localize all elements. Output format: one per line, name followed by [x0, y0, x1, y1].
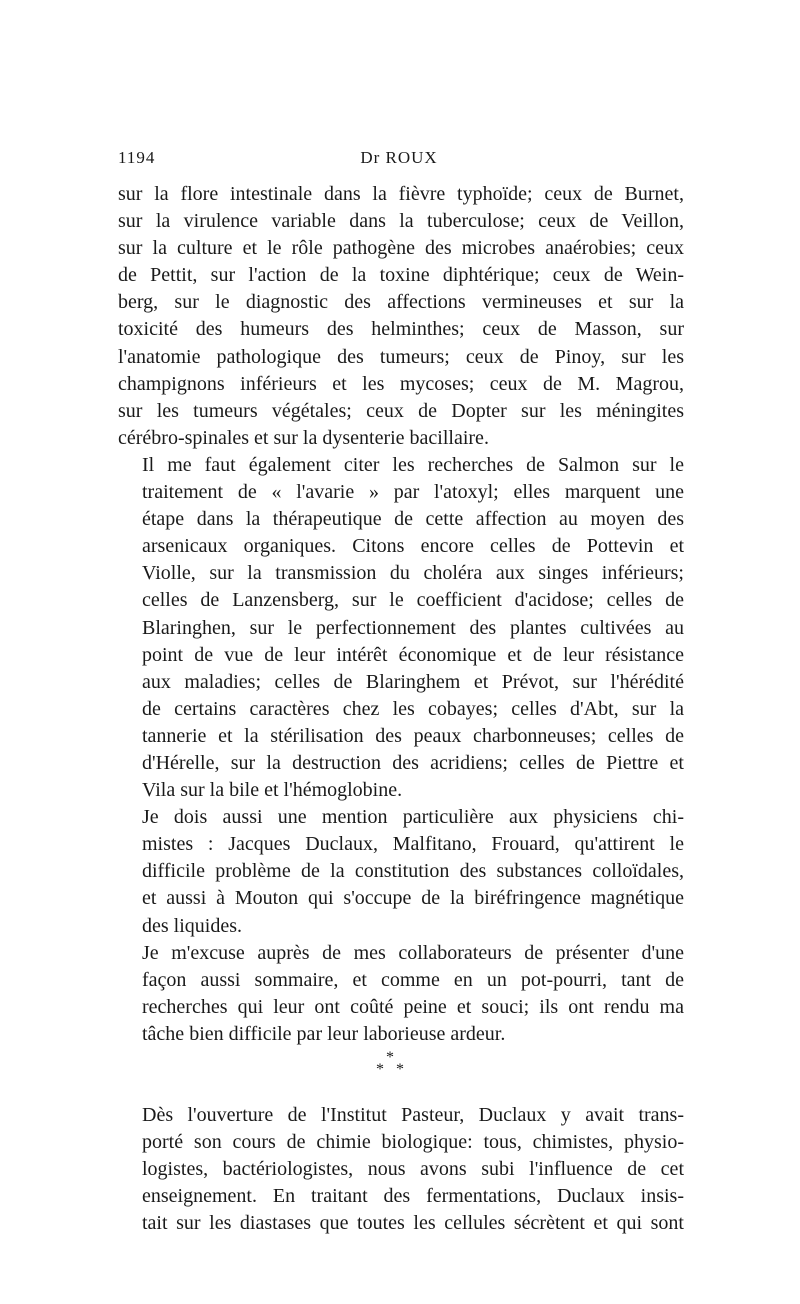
paragraph-continued-list — [118, 181, 684, 452]
text-line: Blaringhen, sur le perfectionnement des plantes cultivées au — [142, 616, 684, 639]
text-line: difficile problème de la constitution des substances colloïdales, — [142, 860, 684, 883]
text-line: d'Hérelle, sur la destruction des acridiens; celles de Piettre et — [142, 751, 684, 774]
text-line: de Pettit, sur l'action de la toxine diphtérique; ceux de Wein- — [118, 264, 684, 287]
text-line: façon aussi sommaire, et comme en un pot-pourri, tant de — [142, 968, 684, 991]
running-head — [118, 148, 680, 170]
paragraph-duclaux — [118, 1102, 684, 1237]
running-title: Dr ROUX — [360, 148, 438, 167]
text-line: porté son cours de chimie biologique: tous, chimistes, physio- — [142, 1131, 684, 1154]
text-line: étape dans la thérapeutique de cette affection au moyen des — [142, 508, 684, 531]
page-number: 1194 — [118, 148, 156, 167]
text-line: tait sur les diastases que toutes les cellules sécrètent et qui sont — [142, 1212, 684, 1235]
text-line: tannerie et la stérilisation des peaux charbonneuses; celles de — [142, 724, 684, 747]
section-break-asterism — [118, 1048, 684, 1102]
text-line: recherches qui leur ont coûté peine et souci; ils ont rendu ma — [142, 995, 684, 1018]
text-line: mistes : Jacques Duclaux, Malfitano, Frouard, qu'attirent le — [142, 833, 684, 856]
text-line: sur les tumeurs végétales; ceux de Dopter sur les méningites — [118, 399, 684, 422]
text-line: de certains caractères chez les cobayes; celles d'Abt, sur la — [142, 697, 684, 720]
text-line: Il me faut également citer les recherches de Salmon sur le — [142, 453, 684, 476]
text-line: Dès l'ouverture de l'Institut Pasteur, Duclaux y avait trans- — [142, 1104, 684, 1126]
paragraph-salmon — [118, 452, 684, 804]
text-line: Je m'excuse auprès de mes collaborateurs de présenter d'une — [142, 941, 684, 964]
asterism-bottom: * * — [376, 1061, 408, 1078]
text-line: l'anatomie pathologique des tumeurs; ceux de Pinoy, sur les — [118, 345, 684, 368]
asterism-top: * — [386, 1049, 398, 1066]
text-line: Violle, sur la transmission du choléra aux singes inférieurs; — [142, 562, 684, 585]
body-text — [118, 181, 684, 1237]
text-line: aux maladies; celles de Blaringhem et Prévot, sur l'hérédité — [142, 670, 684, 693]
text-line: traitement de « l'avarie » par l'atoxyl; elles marquent une — [142, 481, 684, 504]
text-line: berg, sur le diagnostic des affections vermineuses et sur la — [118, 291, 684, 314]
text-line: des liquides. — [142, 914, 242, 937]
text-line: arsenicaux organiques. Citons encore celles de Pottevin et — [142, 535, 684, 558]
text-line: sur la virulence variable dans la tuberculose; ceux de Veillon, — [118, 210, 684, 233]
paragraph-physiciens — [118, 804, 684, 939]
text-line: et aussi à Mouton qui s'occupe de la biréfringence magnétique — [142, 887, 684, 910]
paragraph-excuse — [118, 940, 684, 1048]
text-line: Vila sur la bile et l'hémoglobine. — [142, 779, 403, 802]
text-line: sur la flore intestinale dans la fièvre typhoïde; ceux de Burnet, — [118, 183, 684, 205]
text-line: tâche bien difficile par leur laborieuse ardeur. — [142, 1022, 506, 1045]
text-line: sur la culture et le rôle pathogène des microbes anaérobies; ceux — [118, 237, 684, 260]
text-line: celles de Lanzensberg, sur le coefficient d'acidose; celles de — [142, 589, 684, 612]
text-line: toxicité des humeurs des helminthes; ceux de Masson, sur — [118, 318, 684, 341]
text-line: logistes, bactériologistes, nous avons subi l'influence de cet — [142, 1158, 684, 1181]
text-line: champignons inférieurs et les mycoses; ceux de M. Magrou, — [118, 372, 684, 395]
text-line: cérébro-spinales et sur la dysenterie bacillaire. — [118, 426, 489, 449]
text-line: enseignement. En traitant des fermentations, Duclaux insis- — [142, 1185, 684, 1208]
text-line: point de vue de leur intérêt économique et de leur résistance — [142, 643, 684, 666]
text-line: Je dois aussi une mention particulière aux physiciens chi- — [142, 806, 684, 829]
